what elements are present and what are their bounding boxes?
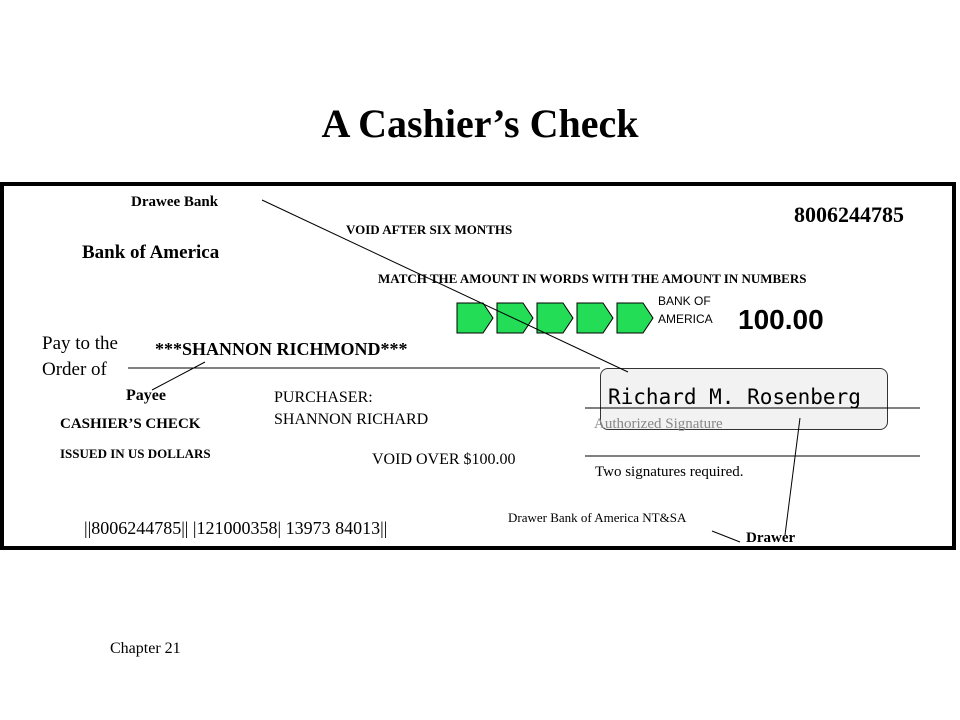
drawer-bank: Drawer Bank of America NT&SA bbox=[508, 510, 687, 525]
bank-name: Bank of America bbox=[82, 242, 220, 263]
pay-to-order-label: Pay to the Order of bbox=[42, 333, 118, 380]
signature: Richard M. Rosenberg bbox=[608, 385, 861, 409]
payee-label: Payee bbox=[126, 387, 166, 404]
check-number: 8006244785 bbox=[794, 202, 904, 227]
chapter-footer: Chapter 21 bbox=[110, 640, 181, 657]
micr-line: ||8006244785|| |121000358| 13973 84013|| bbox=[84, 518, 388, 538]
check-type-label: CASHIER’S CHECK bbox=[60, 416, 201, 432]
drawer-label: Drawer bbox=[746, 530, 796, 546]
currency-note: ISSUED IN US DOLLARS bbox=[60, 446, 211, 461]
green-arrow-icon bbox=[537, 303, 573, 333]
payee-name: ***SHANNON RICHMOND*** bbox=[155, 339, 408, 359]
purchaser-block: PURCHASER: SHANNON RICHARD bbox=[274, 389, 429, 428]
amount-bank-label: BANK OF AMERICA bbox=[658, 294, 713, 326]
drawee-bank-label: Drawee Bank bbox=[131, 194, 219, 210]
green-arrow-icon bbox=[497, 303, 533, 333]
match-amount-notice: MATCH THE AMOUNT IN WORDS WITH THE AMOUNT IN NUMBERS bbox=[378, 271, 807, 286]
green-arrow-icon bbox=[617, 303, 653, 333]
drawer-bank-pointer-line bbox=[712, 531, 740, 542]
slide-title: A Cashier’s Check bbox=[321, 101, 639, 146]
green-arrow-icon bbox=[577, 303, 613, 333]
void-after-notice: VOID AFTER SIX MONTHS bbox=[346, 222, 513, 237]
green-arrow-icon bbox=[457, 303, 493, 333]
amount-numbers: 100.00 bbox=[738, 304, 824, 335]
two-signatures-note: Two signatures required. bbox=[595, 464, 744, 480]
arrow-group bbox=[457, 303, 653, 333]
payee-pointer-line bbox=[152, 362, 205, 390]
void-over-notice: VOID OVER $100.00 bbox=[372, 451, 516, 468]
drawer-pointer-line bbox=[785, 418, 800, 535]
authorized-signature-label: Authorized Signature bbox=[594, 416, 723, 432]
